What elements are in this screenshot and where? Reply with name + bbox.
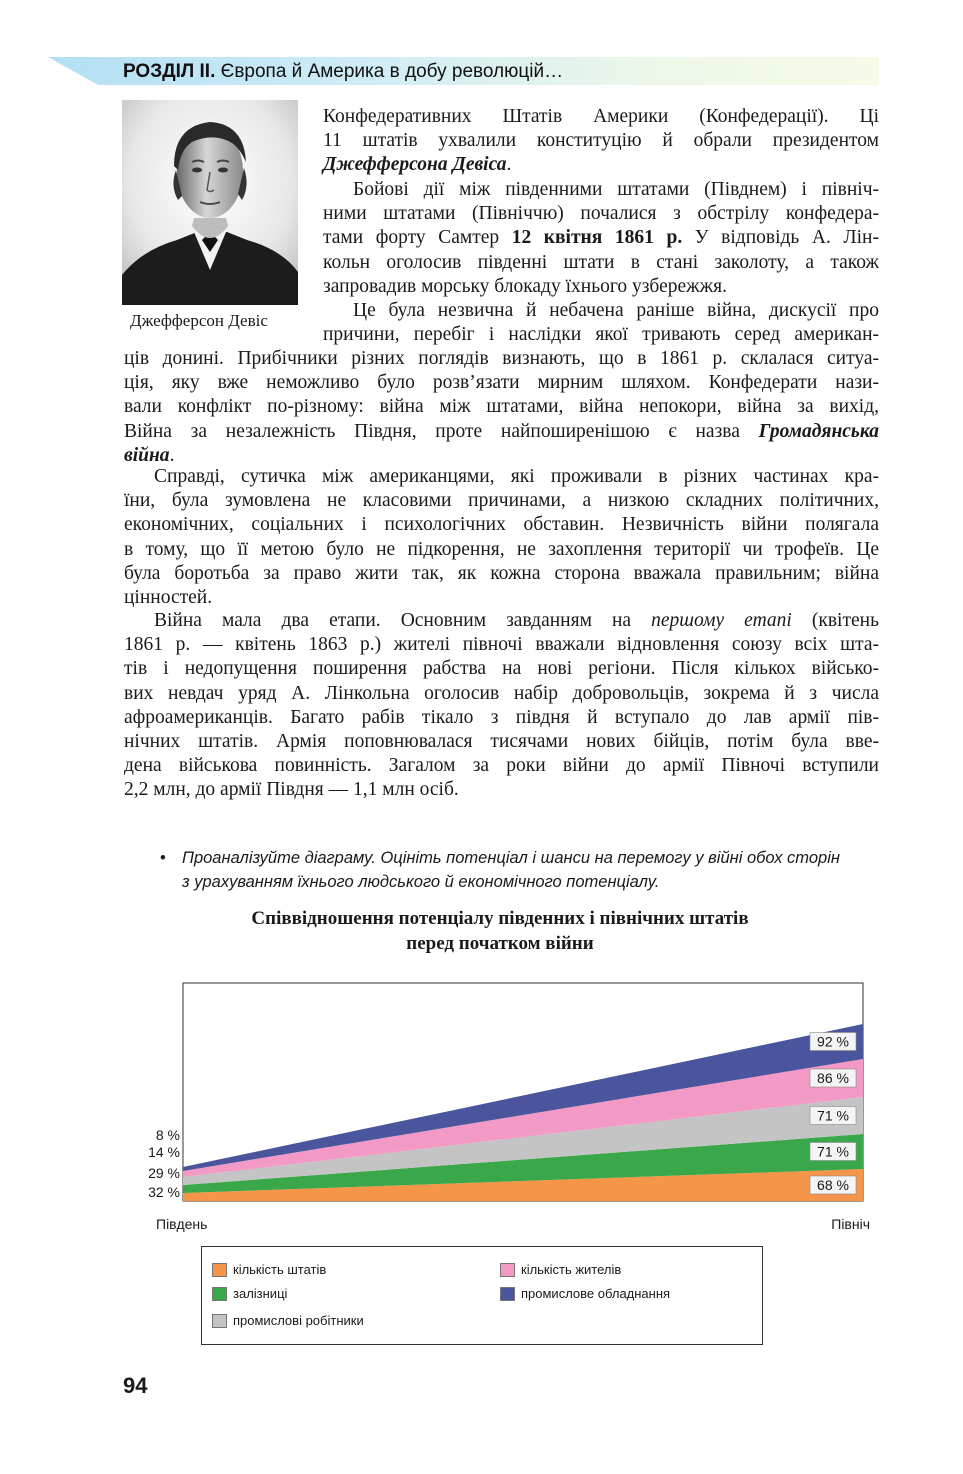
legend-swatch — [212, 1287, 227, 1301]
legend-item: промислове обладнання — [500, 1286, 670, 1301]
paragraph-5 — [124, 609, 879, 803]
text-line: тів і недопущення поширення рабства на нові регіони. Після кількох військо- — [124, 658, 879, 680]
legend-item: промислові робітники — [212, 1313, 364, 1328]
text-line: Це була незвична й небачена раніше війна, дискусії про — [353, 300, 879, 321]
text-line: Війна мала два етапи. Основним завданням на першому етапі (квітень — [154, 610, 879, 631]
north-value-label — [810, 1033, 856, 1051]
text-line: тами форту Самтер 12 квітня 1861 р. У відповідь А. Лін- — [323, 227, 879, 249]
text-line: Джефферсона Девіса. — [323, 154, 512, 176]
legend-item: залізниці — [212, 1286, 287, 1301]
text-line: економічних, соціальних і психологічних обставин. Незвичність війни полягала — [124, 514, 879, 536]
text-line: причини, перебіг і наслідки якої тривають серед американ- — [323, 324, 879, 346]
text-line: 11 штатів ухвалили конституцію й обрали президентом — [323, 130, 879, 152]
task-line: Проаналізуйте діаграму. Оцініть потенціал і шанси на перемогу у війні обох сторін — [182, 849, 840, 867]
text-line: кольн оголосив південні штати в стані заколоту, а також — [323, 251, 879, 273]
text-line: ців донині. Прибічники різних поглядів визнають, що в 1861 р. склалася ситуа- — [124, 348, 879, 369]
text-line: Бойові дії між південними штатами (Півднем) і північ- — [353, 179, 879, 200]
text-line: в тому, що її метою було не підкорення, не захоплення території чи трофеїв. Це — [124, 538, 879, 560]
south-value-label: 32 % — [148, 1184, 180, 1200]
chart-title-line: Співвідношення потенціалу південних і північних штатів — [251, 908, 749, 929]
text-line: Конфедеративних Штатів Америки (Конфедерації). Ці — [323, 106, 879, 127]
text-line: 2,2 млн, до армії Півдня — 1,1 млн осіб. — [124, 779, 459, 801]
paragraph-3-cont — [124, 347, 879, 468]
text-line: дена військова повинність. Загалом за роки війни до армії Півночі вступили — [124, 755, 879, 777]
text-line: війна. — [124, 444, 175, 466]
legend-swatch — [212, 1263, 227, 1277]
north-value-label — [810, 1069, 856, 1087]
south-value-label: 14 % — [148, 1144, 180, 1160]
text-line: запровадив морську блокаду їхнього узбережжя. — [323, 275, 727, 297]
running-header — [123, 61, 563, 83]
chart-title — [190, 906, 810, 956]
text-line: їни, була зумовлена не класовими причинами, а низкою складних політичних, — [124, 490, 879, 512]
south-value-label: 29 % — [148, 1165, 180, 1181]
text-line: нічних штатів. Армія поповнювалася тисячами нових бійців, потім була вве- — [124, 730, 879, 752]
text-line: була боротьба за право жити так, як кожна сторона вважала правильним; війна — [124, 562, 879, 584]
text-line: вали конфлікт по-різному: війна між штатами, війна непокори, війна за вихід, — [124, 396, 879, 418]
text-line: вих невдач уряд А. Лінкольна оголосив набір добровольців, зокрема й з числа — [124, 682, 879, 704]
chart-title-line: перед початком війни — [406, 933, 594, 954]
legend-swatch — [500, 1287, 515, 1301]
paragraph-1 — [323, 105, 879, 178]
section-label: РОЗДІЛ II. — [123, 61, 216, 82]
bold-date: 12 квітня 1861 р. — [511, 227, 683, 249]
text-line: цінностей. — [124, 586, 213, 608]
svg-text:71 %: 71 % — [817, 1143, 849, 1160]
text-line: Справді, сутичка між американцями, які проживали в різних частинах кра- — [154, 466, 879, 487]
task-block — [160, 846, 885, 894]
paragraph-4 — [124, 465, 879, 610]
south-value-label: 8 % — [155, 1127, 180, 1143]
task-line: з урахуванням їхнього людського й економічного потенціалу. — [182, 873, 660, 891]
text-line: ними штатами (Північчю) почалися з обстрілу конфедера- — [323, 203, 879, 225]
legend-item: кількість жителів — [500, 1262, 621, 1277]
north-value-label — [810, 1107, 856, 1125]
page-number: 94 — [123, 1373, 148, 1398]
section-title: Європа й Америка в добу революцій… — [220, 61, 564, 82]
bullet-icon: • — [160, 849, 166, 867]
svg-text:68 %: 68 % — [817, 1177, 849, 1193]
x-label-north: Північ — [831, 1216, 870, 1232]
svg-text:92 %: 92 % — [817, 1033, 849, 1050]
paragraph-2 — [323, 178, 879, 299]
chart-legend — [201, 1246, 763, 1345]
text-line: 1861 р. — квітень 1863 р.) жителі півночі вважали відновлення союзу всіх шта- — [124, 634, 879, 656]
paragraph-3-start — [323, 299, 879, 347]
legend-swatch — [212, 1314, 227, 1328]
north-value-label — [810, 1176, 856, 1194]
area-chart — [140, 975, 880, 1240]
italic-term: першому етапі — [651, 610, 792, 631]
portrait-jefferson-davis — [122, 100, 298, 305]
text-line: ція, яку вже неможливо було розв’язати мирним шляхом. Конфедерати нази- — [124, 372, 879, 394]
portrait-caption: Джефферсон Девіс — [130, 311, 268, 330]
bold-italic-term: війна — [124, 444, 170, 466]
svg-text:86 %: 86 % — [817, 1070, 849, 1086]
legend-item: кількість штатів — [212, 1262, 326, 1277]
south-labels — [148, 1127, 180, 1200]
legend-swatch — [500, 1263, 515, 1277]
x-label-south: Південь — [156, 1216, 208, 1232]
bold-italic-term: Громадянська — [758, 420, 879, 442]
bold-italic-term: Джефферсона Девіса — [323, 154, 507, 176]
text-line: афроамериканців. Багато рабів тікало з півдня й вступало до лав армії пів- — [124, 706, 879, 728]
text-line: Війна за незалежність Півдня, проте найпоширенішою є назва Громадянська — [124, 420, 879, 442]
north-value-label — [810, 1143, 856, 1161]
svg-text:71 %: 71 % — [817, 1107, 849, 1124]
